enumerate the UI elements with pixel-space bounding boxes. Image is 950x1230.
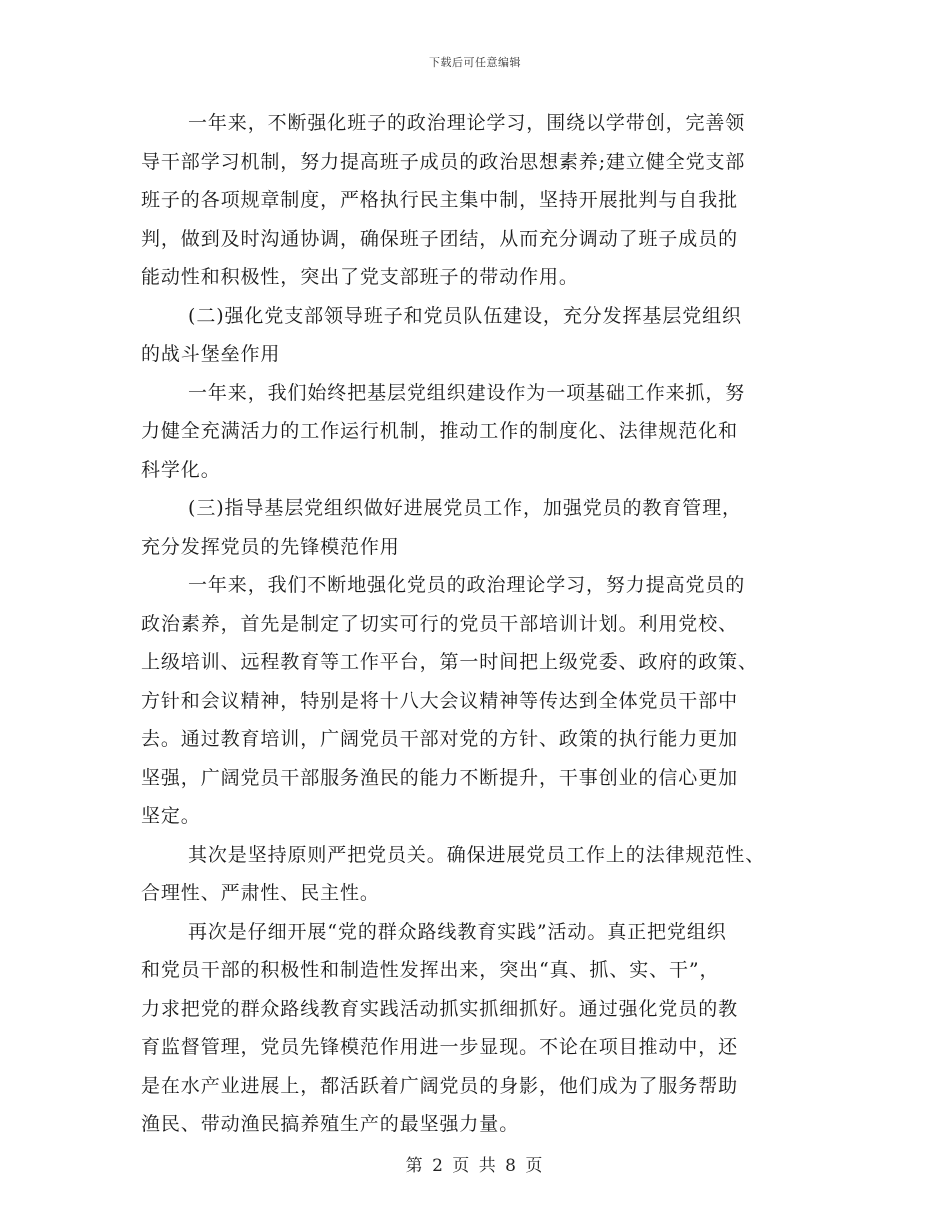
paragraph-line: 一年来，不断强化班子的政治理论学习，围绕以学带创，完善领 [188,112,746,134]
paragraph-line: 上级培训、远程教育等工作平台，第一时间把上级党委、政府的政策、 [141,651,758,673]
paragraph-line: 是在水产业进展上，都活跃着广阔党员的身影，他们成为了服务帮助 [141,1074,739,1097]
paragraph-line: 方针和会议精神，特别是将十八大会议精神等传达到全体党员干部中 [141,689,739,712]
paragraph-line: 政治素养，首先是制定了切实可行的党员干部培训计划。利用党校、 [141,612,739,635]
paragraph-line: 再次是仔细开展“党的群众路线教育实践”活动。真正把党组织 [188,920,727,943]
document-body [141,104,817,1144]
paragraph-line: 坚强，广阔党员干部服务渔民的能力不断提升，干事创业的信心更加 [141,766,739,789]
paragraph-line: 一年来，我们不断地强化党员的政治理论学习，努力提高党员的 [188,574,746,596]
paragraph-line: 育监督管理，党员先锋模范作用进一步显现。不论在项目推动中，还 [141,1036,739,1058]
paragraph-line: 和党员干部的积极性和制造性发挥出来，突出“真、抓、实、干”， [141,959,720,981]
paragraph-line: 力健全充满活力的工作运行机制，推动工作的制度化、法律规范化和 [141,420,739,442]
section-heading-line: (二)强化党支部领导班子和党员队伍建设，充分发挥基层党组织 [188,304,742,327]
page-header: 下载后可任意编辑 [429,56,521,69]
paragraph-line: 导干部学习机制，努力提高班子成员的政治思想素养;建立健全党支部 [141,150,746,173]
page-number-footer: 第 2 页 共 8 页 [405,1156,545,1176]
paragraph-line: 力求把党的群众路线教育实践活动抓实抓细抓好。通过强化党员的教 [141,997,739,1020]
paragraph-line: 其次是坚持原则严把党员关。确保进展党员工作上的法律规范性、 [188,843,766,866]
paragraph-line: 去。通过教育培训，广阔党员干部对党的方针、政策的执行能力更加 [141,728,739,750]
paragraph-line: 坚定。 [141,805,201,827]
paragraph-line: 渔民、带动渔民搞养殖生产的最坚强力量。 [141,1113,520,1135]
section-heading-line: 的战斗堡垒作用 [141,343,281,365]
section-heading-line: 充分发挥党员的先锋模范作用 [141,535,400,558]
paragraph-line: 一年来，我们始终把基层党组织建设作为一项基础工作来抓，努 [188,381,746,404]
paragraph-line: 能动性和积极性，突出了党支部班子的带动作用。 [141,266,579,288]
paragraph-line: 判，做到及时沟通协调，确保班子团结，从而充分调动了班子成员的 [141,227,739,250]
section-heading-line: (三)指导基层党组织做好进展党员工作，加强党员的教育管理， [188,497,742,519]
paragraph-line: 班子的各项规章制度，严格执行民主集中制，坚持开展批判与自我批 [141,189,739,211]
paragraph-line: 合理性、严肃性、民主性。 [141,882,380,904]
paragraph-line: 科学化。 [141,458,221,481]
